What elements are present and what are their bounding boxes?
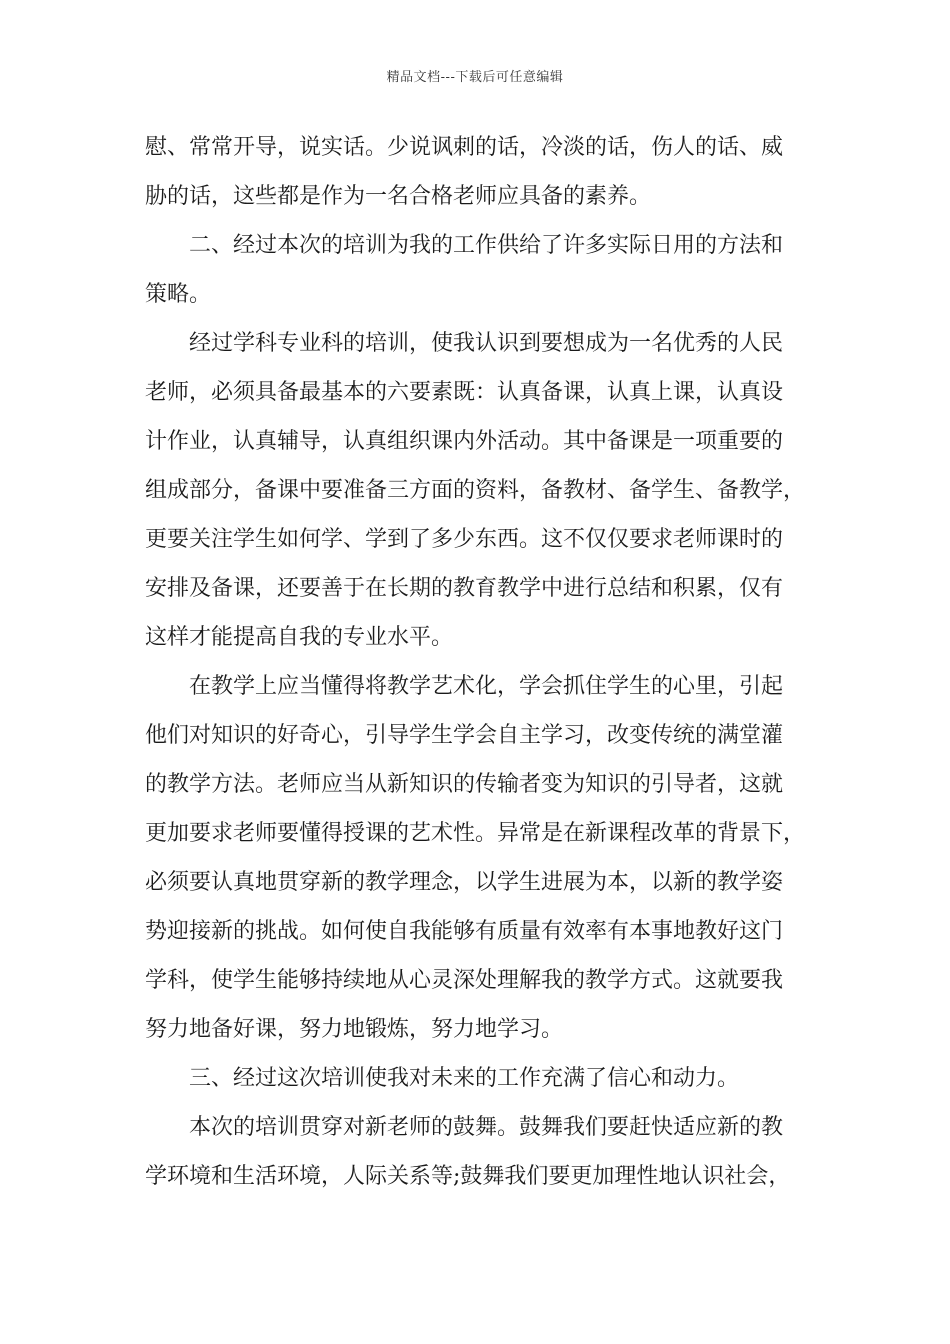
text-line: 势迎接新的挑战。如何使自我能够有质量有效率有本事地教好这门: [145, 919, 784, 944]
text-line: 经过学科专业科的培训，使我认识到要想成为一名优秀的人民: [189, 331, 784, 356]
text-line: 策略。: [145, 282, 212, 307]
text-line: 更要关注学生如何学、学到了多少东西。这不仅仅要求老师课时的: [145, 527, 784, 552]
page-header: 精品文档---下载后可任意编辑: [386, 70, 564, 85]
text-line: 他们对知识的好奇心，引导学生学会自主学习，改变传统的满堂灌: [145, 723, 784, 748]
text-line: 努力地备好课，努力地锻炼，努力地学习。: [145, 1017, 564, 1042]
text-line: 安排及备课，还要善于在长期的教育教学中进行总结和积累，仅有: [145, 576, 784, 601]
text-line: 的教学方法。老师应当从新知识的传输者变为知识的引导者，这就: [145, 772, 784, 797]
text-line: 更加要求老师要懂得授课的艺术性。异常是在新课程改革的背景下，: [145, 821, 806, 846]
text-line: 计作业，认真辅导，认真组织课内外活动。其中备课是一项重要的: [145, 429, 784, 454]
text-line: 这样才能提高自我的专业水平。: [145, 625, 454, 650]
text-line: 组成部分，备课中要准备三方面的资料，备教材、备学生、备教学，: [145, 478, 806, 503]
text-line: 学科，使学生能够持续地从心灵深处理解我的教学方式。这就要我: [145, 968, 784, 993]
text-line: 慰、常常开导，说实话。少说讽刺的话，冷淡的话，伤人的话、威: [145, 135, 784, 160]
text-line: 本次的培训贯穿对新老师的鼓舞。鼓舞我们要赶快适应新的教: [189, 1115, 784, 1140]
text-line: 胁的话，这些都是作为一名合格老师应具备的素养。: [145, 184, 652, 209]
text-line: 三、经过这次培训使我对未来的工作充满了信心和动力。: [189, 1066, 740, 1091]
text-line: 在教学上应当懂得将教学艺术化，学会抓住学生的心里，引起: [189, 674, 784, 699]
text-line: 二、经过本次的培训为我的工作供给了许多实际日用的方法和: [189, 233, 784, 258]
text-line: 老师，必须具备最基本的六要素既：认真备课，认真上课，认真设: [145, 380, 784, 405]
text-line: 学环境和生活环境，人际关系等;鼓舞我们要更加理性地认识社会，: [145, 1164, 791, 1189]
text-line: 必须要认真地贯穿新的教学理念，以学生进展为本，以新的教学姿: [145, 870, 784, 895]
